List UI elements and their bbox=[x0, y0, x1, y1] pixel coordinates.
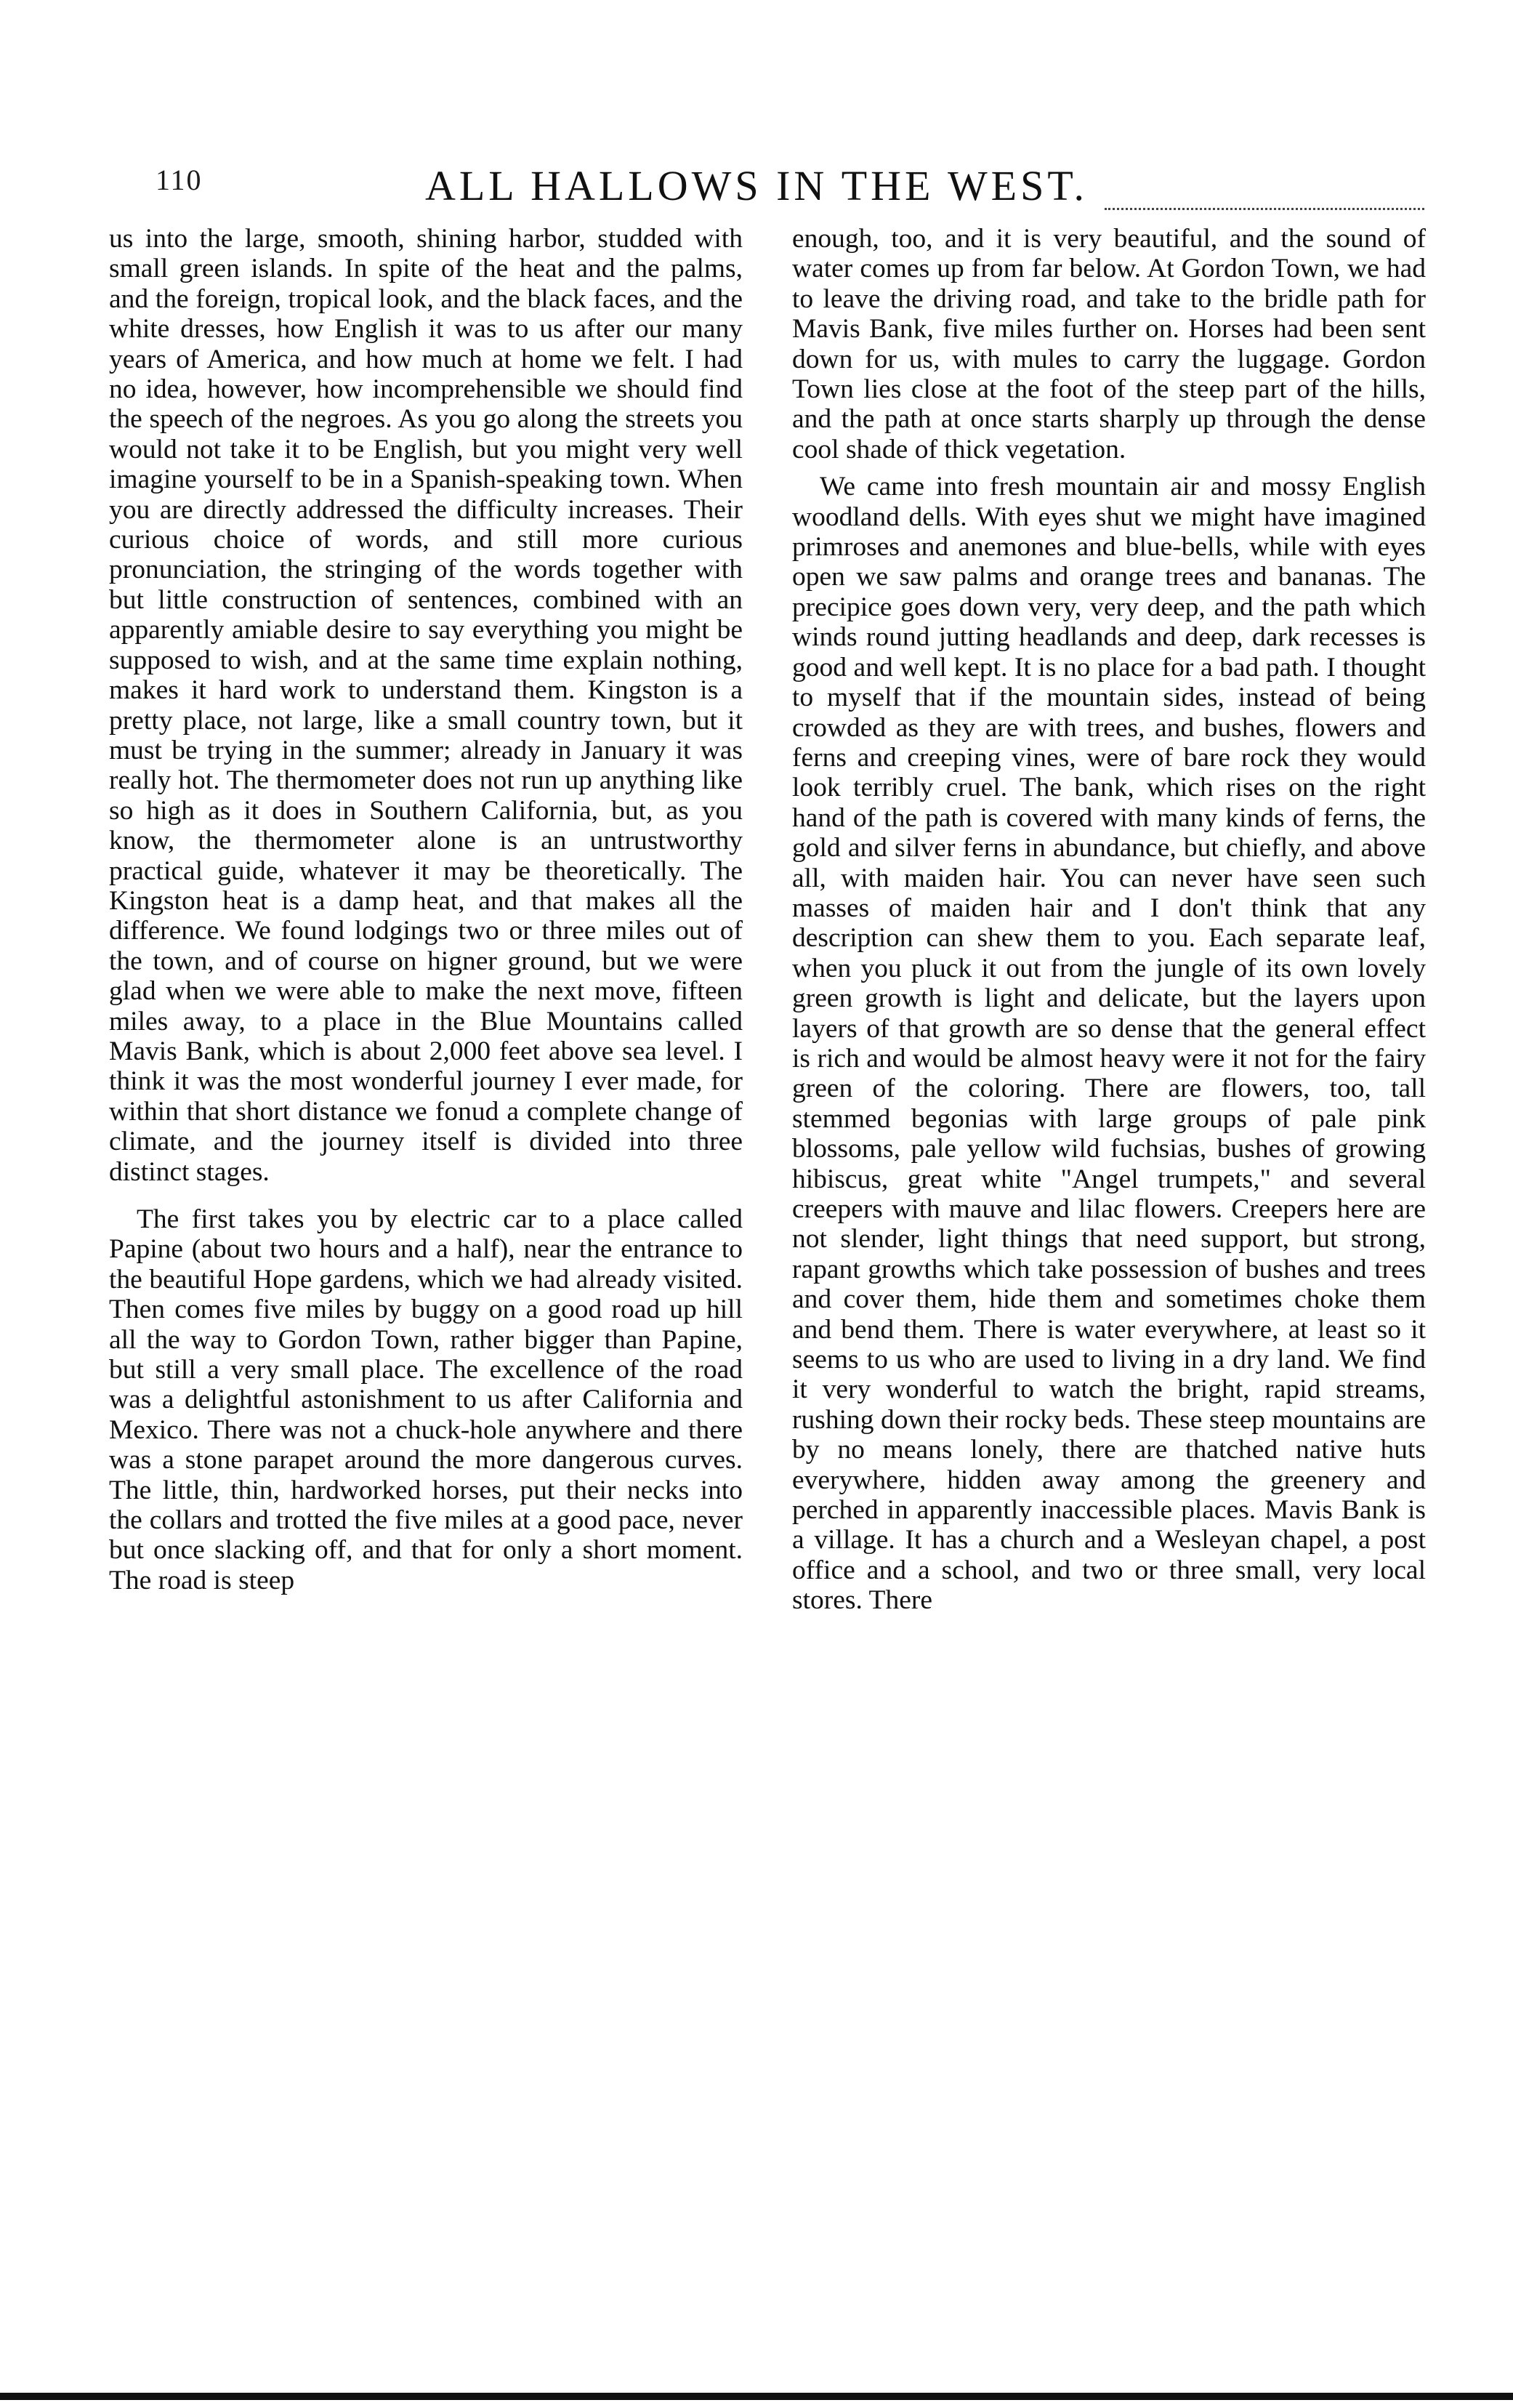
page-number: 110 bbox=[156, 164, 203, 196]
right-column bbox=[792, 224, 1426, 1616]
left-column bbox=[109, 224, 743, 1595]
left-paragraph: The first takes you by electric car to a place called Papine (about two hours and a half), near the entrance to the beautiful Hope gardens, which we had already visited. Then comes five miles by buggy on a good road up hill all the way to Gordon Town, rather bigger than Papine, but still a very small place. The excellence of the road was a delightful astonishment to us after California and Mexico. There was not a chuck-hole anywhere and there was a stone parapet around the more dangerous curves. The little, thin, hardworked horses, put their necks into the collars and trotted the five miles at a good pace, never but once slacking off, and that for only a short moment. The road is steep bbox=[109, 1204, 743, 1595]
right-paragraph-continued: enough, too, and it is very beautiful, and the sound of water comes up from far below. At Gordon Town, we had to leave the driving road, and take to the bridle path for Mavis Bank, five miles further on. Horses had been sent down for us, with mules to carry the luggage. Gordon Town lies close at the foot of the steep part of the hills, and the path at once starts sharply up through the dense cool shade of thick vegetation. bbox=[792, 224, 1426, 464]
right-paragraph: We came into fresh mountain air and mossy English woodland dells. With eyes shut we might have imagined primroses and anemones and blue-bells, while with eyes open we saw palms and orange trees and bananas. The precipice goes down very, very deep, and the path which winds round jutting headlands and deep, dark recesses is good and well kept. It is no place for a bad path. I thought to myself that if the mountain sides, instead of being crowded as they are with trees, and bushes, flowers and ferns and creeping vines, were of bare rock they would look terribly cruel. The bank, which rises on the right hand of the path is covered with many kinds of ferns, the gold and silver ferns in abundance, but chiefly, and above all, with maiden hair. You can never have seen such masses of maiden hair and I don't think that any description can shew them to you. Each separate leaf, when you pluck it out from the jungle of its own lovely green growth is light and delicate, but the layers upon layers of that growth are so dense that the general effect is rich and would be almost heavy were it not for the fairy green of the coloring. There are flowers, too, tall stemmed begonias with large groups of pale pink blossoms, pale yellow wild fuchsias, bushes of growing hibiscus, great white "Angel trumpets," and several creepers with mauve and lilac flowers. Creepers here are not slender, light things that need support, but strong, rapant growths which take possession of bushes and trees and cover them, hide them and sometimes choke them and bend them. There is water everywhere, at least so it seems to us who are used to living in a dry land. We find it very wonderful to watch the bright, rapid streams, rushing down their rocky beds. These steep mountains are by no means lonely, there are thatched native huts everywhere, hidden away among the greenery and perched in apparently inaccessible places. Mavis Bank is a village. It has a church and a Wesleyan chapel, a post office and a school, and two or three small, very local stores. There bbox=[792, 472, 1426, 1616]
left-paragraph-continued: us into the large, smooth, shining harbor, studded with small green islands. In spite of the heat and the palms, and the foreign, tropical look, and the black faces, and the white dresses, how English it was to us after our many years of America, and how much at home we felt. I had no idea, however, how incomprehensible we should find the speech of the negroes. As you go along the streets you would not take it to be English, but you might very well imagine yourself to be in a Spanish-speaking town. When you are directly addressed the difficulty increases. Their curious choice of words, and still more curious pronunciation, the stringing of the words together with but little construction of sentences, combined with an apparently amiable desire to say everything you might be supposed to wish, and at the same time explain nothing, makes it hard work to understand them. Kingston is a pretty place, not large, like a small country town, but it must be trying in the summer; already in January it was really hot. The thermometer does not run up anything like so high as it does in Southern California, but, as you know, the thermometer alone is an untrustworthy practical guide, whatever it may be theoretically. The Kingston heat is a damp heat, and that makes all the difference. We found lodgings two or three miles out of the town, and of course on higner ground, but we were glad when we were able to make the next move, fifteen miles away, to a place in the Blue Mountains called Mavis Bank, which is about 2,000 feet above sea level. I think it was the most wonderful journey I ever made, for within that short distance we fonud a complete change of climate, and the journey itself is divided into three distinct stages. bbox=[109, 224, 743, 1187]
header-dotted-rule bbox=[1105, 208, 1424, 219]
running-title: ALL HALLOWS IN THE WEST. bbox=[424, 162, 1088, 209]
page-header bbox=[0, 161, 1513, 209]
bottom-border-rule bbox=[0, 2393, 1513, 2400]
